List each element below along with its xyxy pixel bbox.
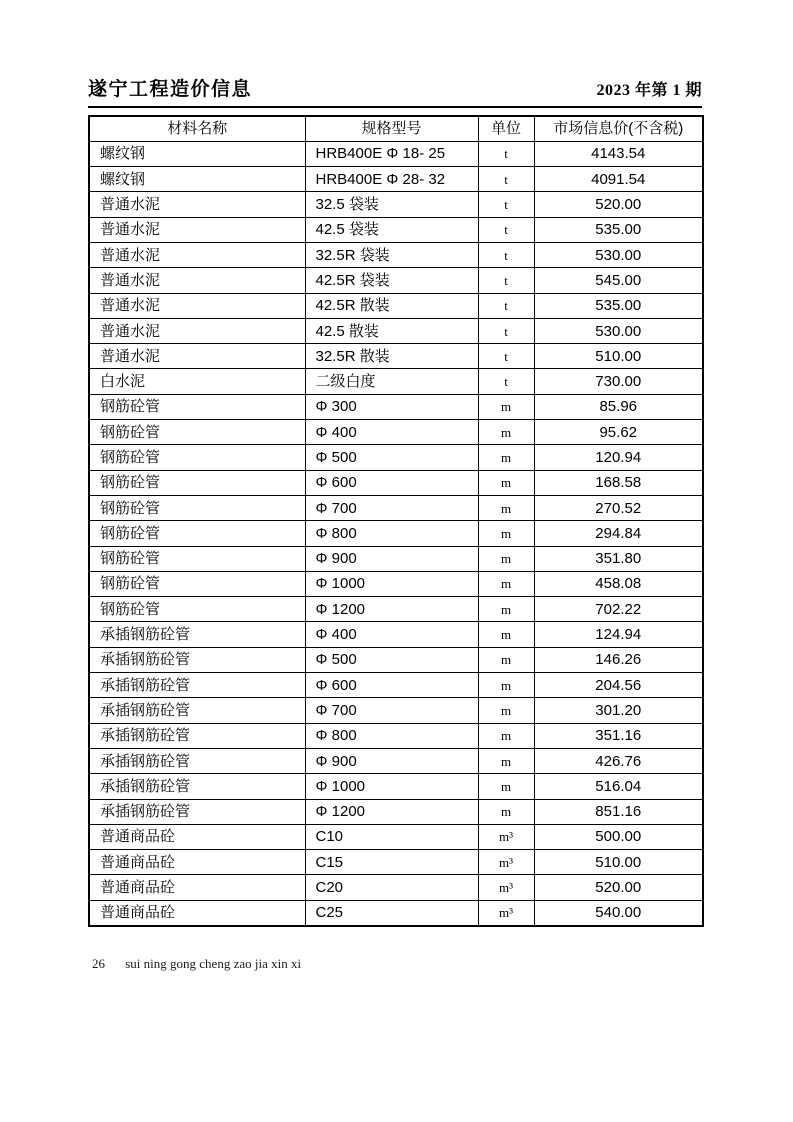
price-cell: 120.94 — [534, 445, 703, 470]
unit-cell: t — [478, 369, 534, 394]
document-header — [88, 79, 702, 108]
spec-cell: 32.5 袋装 — [305, 192, 478, 217]
column-header-material: 材料名称 — [89, 116, 305, 141]
price-cell: 535.00 — [534, 293, 703, 318]
spec-cell: Φ 900 — [305, 748, 478, 773]
document-title: 遂宁工程造价信息 — [88, 79, 253, 100]
material-cell: 承插钢筋砼管 — [89, 799, 305, 824]
unit-cell: m³ — [478, 900, 534, 925]
table-row — [89, 242, 703, 267]
spec-cell: 32.5R 袋装 — [305, 242, 478, 267]
table-row — [89, 318, 703, 343]
price-cell: 426.76 — [534, 748, 703, 773]
price-cell: 146.26 — [534, 647, 703, 672]
price-cell: 270.52 — [534, 495, 703, 520]
spec-cell: Φ 400 — [305, 622, 478, 647]
material-cell: 普通水泥 — [89, 242, 305, 267]
material-cell: 承插钢筋砼管 — [89, 774, 305, 799]
price-cell: 294.84 — [534, 521, 703, 546]
table-row — [89, 167, 703, 192]
unit-cell: t — [478, 242, 534, 267]
price-cell: 458.08 — [534, 571, 703, 596]
unit-cell: m — [478, 698, 534, 723]
unit-cell: m — [478, 470, 534, 495]
spec-cell: Φ 900 — [305, 546, 478, 571]
spec-cell: Φ 1200 — [305, 597, 478, 622]
price-cell: 168.58 — [534, 470, 703, 495]
spec-cell: Φ 300 — [305, 394, 478, 419]
material-cell: 钢筋砼管 — [89, 470, 305, 495]
table-row — [89, 723, 703, 748]
price-cell: 702.22 — [534, 597, 703, 622]
price-cell: 520.00 — [534, 875, 703, 900]
unit-cell: m — [478, 799, 534, 824]
issue-label: 2023 年第 1 期 — [596, 82, 702, 99]
price-cell: 351.16 — [534, 723, 703, 748]
spec-cell: Φ 1200 — [305, 799, 478, 824]
table-row — [89, 673, 703, 698]
material-cell: 白水泥 — [89, 369, 305, 394]
material-cell: 钢筋砼管 — [89, 420, 305, 445]
unit-cell: m — [478, 495, 534, 520]
material-cell: 螺纹钢 — [89, 167, 305, 192]
price-cell: 500.00 — [534, 824, 703, 849]
unit-cell: t — [478, 167, 534, 192]
unit-cell: m — [478, 622, 534, 647]
price-cell: 516.04 — [534, 774, 703, 799]
table-row — [89, 875, 703, 900]
unit-cell: t — [478, 268, 534, 293]
price-cell: 510.00 — [534, 344, 703, 369]
material-cell: 钢筋砼管 — [89, 571, 305, 596]
material-cell: 普通水泥 — [89, 344, 305, 369]
table-row — [89, 268, 703, 293]
unit-cell: m — [478, 774, 534, 799]
table-header-row — [89, 116, 703, 141]
material-cell: 承插钢筋砼管 — [89, 622, 305, 647]
unit-cell: t — [478, 344, 534, 369]
spec-cell: 42.5R 袋装 — [305, 268, 478, 293]
unit-cell: t — [478, 217, 534, 242]
spec-cell: Φ 600 — [305, 470, 478, 495]
table-row — [89, 141, 703, 166]
unit-cell: m — [478, 521, 534, 546]
material-cell: 钢筋砼管 — [89, 521, 305, 546]
spec-cell: 42.5 袋装 — [305, 217, 478, 242]
table-row — [89, 647, 703, 672]
price-cell: 4091.54 — [534, 167, 703, 192]
material-cell: 承插钢筋砼管 — [89, 748, 305, 773]
unit-cell: m — [478, 394, 534, 419]
unit-cell: m — [478, 723, 534, 748]
spec-cell: HRB400E Φ 18- 25 — [305, 141, 478, 166]
spec-cell: Φ 700 — [305, 698, 478, 723]
page-footer — [92, 956, 301, 972]
table-row — [89, 420, 703, 445]
price-cell: 4143.54 — [534, 141, 703, 166]
price-cell: 301.20 — [534, 698, 703, 723]
unit-cell: m — [478, 445, 534, 470]
table-row — [89, 571, 703, 596]
spec-cell: 32.5R 散装 — [305, 344, 478, 369]
table-row — [89, 597, 703, 622]
spec-cell: C15 — [305, 850, 478, 875]
material-cell: 承插钢筋砼管 — [89, 647, 305, 672]
table-row — [89, 445, 703, 470]
unit-cell: m³ — [478, 875, 534, 900]
unit-cell: m — [478, 597, 534, 622]
spec-cell: C10 — [305, 824, 478, 849]
spec-cell: Φ 800 — [305, 521, 478, 546]
material-cell: 钢筋砼管 — [89, 597, 305, 622]
spec-cell: C25 — [305, 900, 478, 925]
material-cell: 钢筋砼管 — [89, 445, 305, 470]
material-cell: 普通商品砼 — [89, 900, 305, 925]
unit-cell: m — [478, 571, 534, 596]
spec-cell: Φ 700 — [305, 495, 478, 520]
material-cell: 螺纹钢 — [89, 141, 305, 166]
spec-cell: Φ 400 — [305, 420, 478, 445]
unit-cell: m — [478, 673, 534, 698]
unit-cell: m — [478, 647, 534, 672]
material-cell: 普通商品砼 — [89, 824, 305, 849]
table-row — [89, 546, 703, 571]
spec-cell: 42.5 散装 — [305, 318, 478, 343]
price-cell: 851.16 — [534, 799, 703, 824]
spec-cell: Φ 800 — [305, 723, 478, 748]
material-cell: 普通商品砼 — [89, 875, 305, 900]
spec-cell: Φ 600 — [305, 673, 478, 698]
table-header — [89, 116, 703, 141]
unit-cell: t — [478, 141, 534, 166]
price-cell: 535.00 — [534, 217, 703, 242]
spec-cell: Φ 1000 — [305, 774, 478, 799]
material-cell: 钢筋砼管 — [89, 394, 305, 419]
table-row — [89, 369, 703, 394]
table-row — [89, 344, 703, 369]
material-cell: 承插钢筋砼管 — [89, 723, 305, 748]
price-cell: 530.00 — [534, 242, 703, 267]
spec-cell: 42.5R 散装 — [305, 293, 478, 318]
table-row — [89, 470, 703, 495]
material-cell: 钢筋砼管 — [89, 546, 305, 571]
column-header-price: 市场信息价(不含税) — [534, 116, 703, 141]
unit-cell: m³ — [478, 824, 534, 849]
price-cell: 85.96 — [534, 394, 703, 419]
spec-cell: C20 — [305, 875, 478, 900]
material-cell: 普通水泥 — [89, 217, 305, 242]
footer-pinyin-text: sui ning gong cheng zao jia xin xi — [125, 956, 302, 971]
spec-cell: HRB400E Φ 28- 32 — [305, 167, 478, 192]
material-cell: 承插钢筋砼管 — [89, 698, 305, 723]
table-row — [89, 850, 703, 875]
material-cell: 普通水泥 — [89, 192, 305, 217]
price-cell: 124.94 — [534, 622, 703, 647]
unit-cell: t — [478, 192, 534, 217]
table-row — [89, 521, 703, 546]
table-row — [89, 293, 703, 318]
table-row — [89, 774, 703, 799]
table-row — [89, 698, 703, 723]
table-row — [89, 900, 703, 925]
spec-cell: 二级白度 — [305, 369, 478, 394]
material-price-table — [88, 115, 704, 927]
page-number: 26 — [92, 956, 105, 971]
material-cell: 钢筋砼管 — [89, 495, 305, 520]
table-row — [89, 748, 703, 773]
table-row — [89, 192, 703, 217]
price-cell: 204.56 — [534, 673, 703, 698]
price-cell: 545.00 — [534, 268, 703, 293]
material-cell: 普通水泥 — [89, 268, 305, 293]
unit-cell: t — [478, 293, 534, 318]
unit-cell: m — [478, 546, 534, 571]
table-row — [89, 824, 703, 849]
price-cell: 520.00 — [534, 192, 703, 217]
table-row — [89, 495, 703, 520]
table-row — [89, 394, 703, 419]
price-cell: 530.00 — [534, 318, 703, 343]
spec-cell: Φ 500 — [305, 647, 478, 672]
table-row — [89, 799, 703, 824]
unit-cell: t — [478, 318, 534, 343]
material-cell: 普通水泥 — [89, 318, 305, 343]
spec-cell: Φ 500 — [305, 445, 478, 470]
material-cell: 普通商品砼 — [89, 850, 305, 875]
column-header-unit: 单位 — [478, 116, 534, 141]
price-cell: 540.00 — [534, 900, 703, 925]
price-cell: 730.00 — [534, 369, 703, 394]
price-cell: 95.62 — [534, 420, 703, 445]
unit-cell: m — [478, 748, 534, 773]
material-cell: 普通水泥 — [89, 293, 305, 318]
unit-cell: m³ — [478, 850, 534, 875]
price-cell: 351.80 — [534, 546, 703, 571]
price-cell: 510.00 — [534, 850, 703, 875]
column-header-spec: 规格型号 — [305, 116, 478, 141]
material-cell: 承插钢筋砼管 — [89, 673, 305, 698]
table-body — [89, 141, 703, 925]
table-row — [89, 217, 703, 242]
unit-cell: m — [478, 420, 534, 445]
table-row — [89, 622, 703, 647]
spec-cell: Φ 1000 — [305, 571, 478, 596]
